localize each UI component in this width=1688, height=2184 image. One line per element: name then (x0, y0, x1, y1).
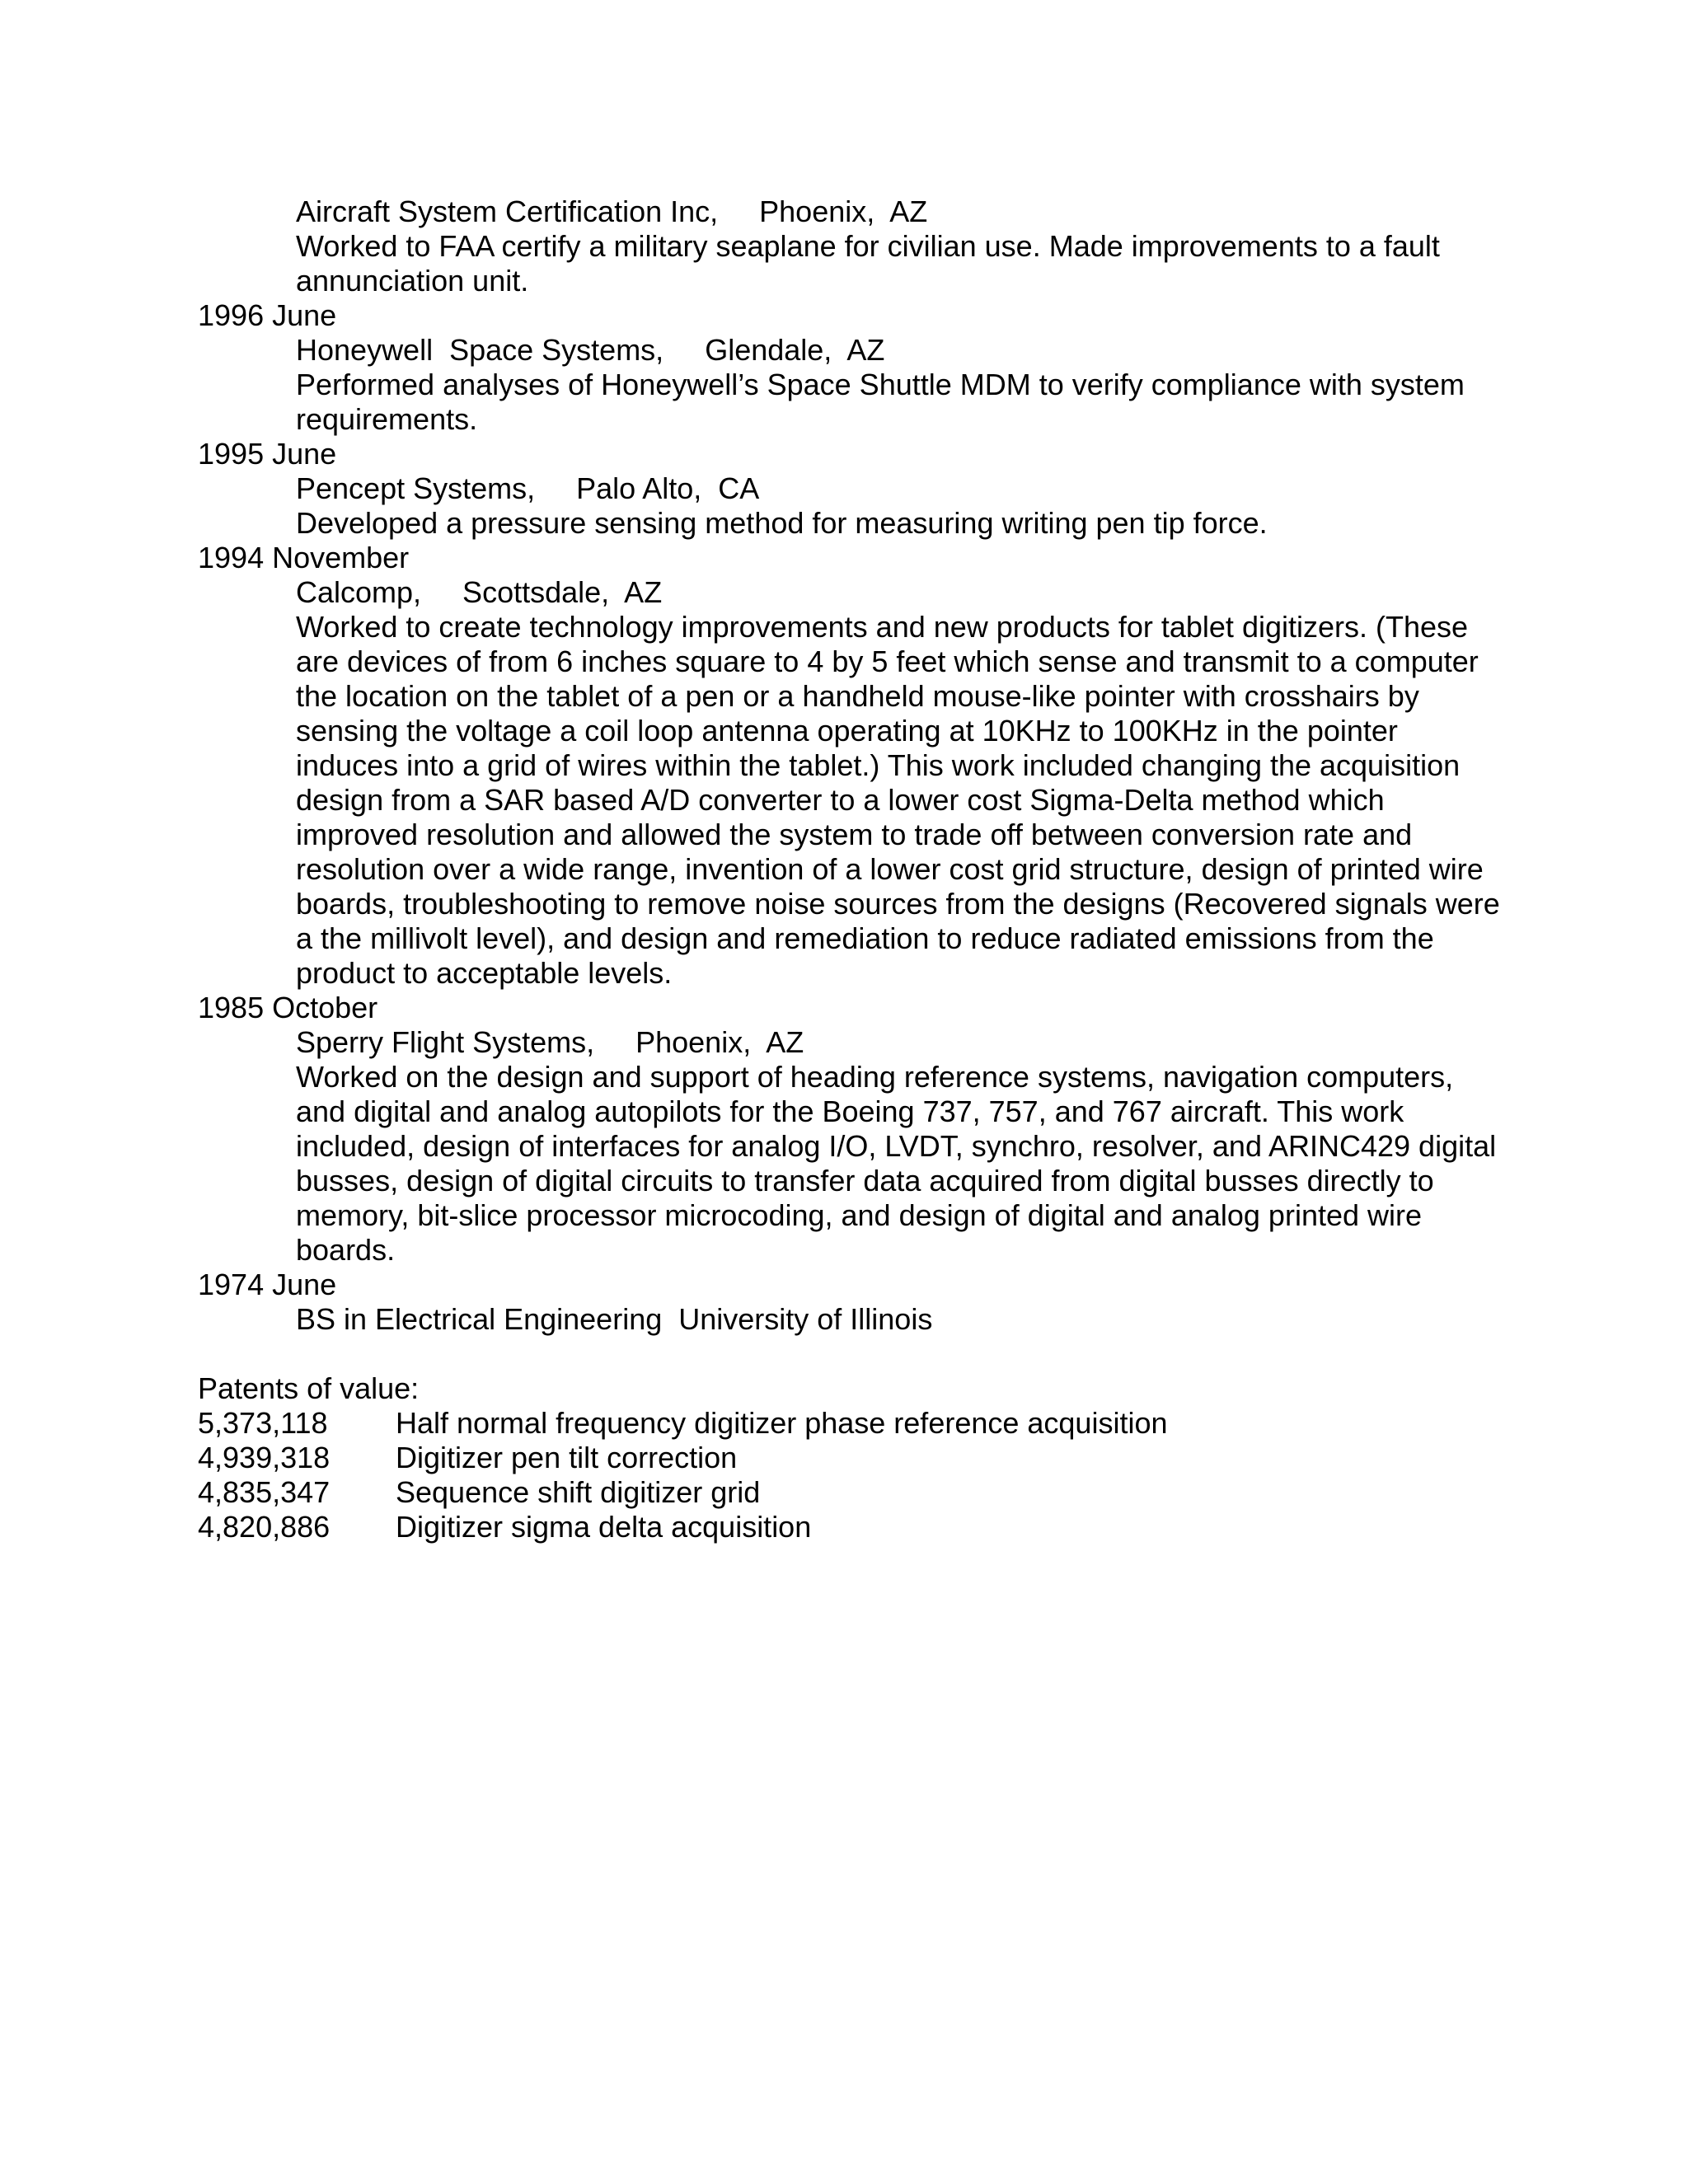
entry-detail (296, 333, 1500, 437)
patent-row (198, 1406, 1500, 1441)
entry-date: 1995 June (198, 437, 337, 471)
job-description: Worked to FAA certify a military seaplane for civilian use. Made improvements to a fault annunciation unit. (296, 229, 1440, 298)
employment-entry (198, 437, 1500, 541)
patent-number: 4,939,318 (198, 1441, 331, 1474)
patent-number: 5,373,118 (198, 1406, 328, 1440)
patent-number: 4,835,347 (198, 1475, 331, 1509)
entry-detail (296, 194, 1500, 298)
entry-date: 1994 November (198, 541, 410, 574)
job-description: Performed analyses of Honeywell’s Space Shuttle MDM to verify compliance with system requirements. (296, 368, 1465, 436)
resume-content (198, 194, 1500, 1544)
employer-name: Sperry Flight Systems, Phoenix, AZ (296, 1025, 804, 1059)
employment-entry (198, 298, 1500, 437)
patent-title: Digitizer pen tilt correction (396, 1441, 738, 1474)
education-entry (198, 1268, 1500, 1337)
entry-detail (296, 1025, 1500, 1268)
patent-list (198, 1406, 1500, 1544)
entry-date: 1985 October (198, 991, 378, 1024)
job-description: Worked to create technology improvements and new products for tablet digitizers. (These are devices of from 6 inches square to 4 by 5 feet which sense and transmit to a computer the location on the tablet of a pen or a handheld mouse-like pointer with crosshairs by sensing the voltage a coil loop antenna operating at 10KHz to 100KHz in the pointer induces into a grid of wires within the tablet.) This work included changing the acquisition design from a SAR based A/D converter to a lower cost Sigma-Delta method which improved resolution and allowed the system to trade off between conversion rate and resolution over a wide range, invention of a lower cost grid structure, design of printed wire boards, troubleshooting to remove noise sources from the designs (Recovered signals were a the millivolt level), and design and remediation to reduce radiated emissions from the product to acceptable levels. (296, 610, 1500, 990)
entry-date: 1996 June (198, 298, 337, 332)
employment-entry (198, 991, 1500, 1268)
employer-name: Aircraft System Certification Inc, Phoenix, AZ (296, 194, 928, 228)
patent-title: Digitizer sigma delta acquisition (396, 1510, 812, 1544)
employer-name: Honeywell Space Systems, Glendale, AZ (296, 333, 885, 367)
patent-title: Half normal frequency digitizer phase reference acquisition (396, 1406, 1168, 1440)
employment-entry (198, 194, 1500, 298)
education-text: BS in Electrical Engineering University of Illinois (296, 1302, 933, 1336)
patent-title: Sequence shift digitizer grid (396, 1475, 761, 1509)
patent-row (198, 1475, 1500, 1510)
employer-name: Pencept Systems, Palo Alto, CA (296, 471, 760, 505)
patent-row (198, 1441, 1500, 1475)
job-description: Worked on the design and support of heading reference systems, navigation computers, and digital and analog autopilots for the Boeing 737, 757, and 767 aircraft. This work included, design of interfaces for analog I/O, LVDT, synchro, resolver, and ARINC429 digital busses, design of digital circuits to transfer data acquired from digital busses directly to memory, bit-slice processor microcoding, and design of digital and analog printed wire boards. (296, 1060, 1497, 1267)
patent-row (198, 1510, 1500, 1544)
job-description: Developed a pressure sensing method for measuring writing pen tip force. (296, 506, 1268, 540)
entry-detail (296, 471, 1500, 541)
education-date: 1974 June (198, 1268, 337, 1301)
employment-entry (198, 541, 1500, 991)
patent-number: 4,820,886 (198, 1510, 331, 1544)
employer-name: Calcomp, Scottsdale, AZ (296, 575, 663, 609)
patents-heading: Patents of value: (198, 1371, 420, 1405)
entry-detail (296, 575, 1500, 991)
